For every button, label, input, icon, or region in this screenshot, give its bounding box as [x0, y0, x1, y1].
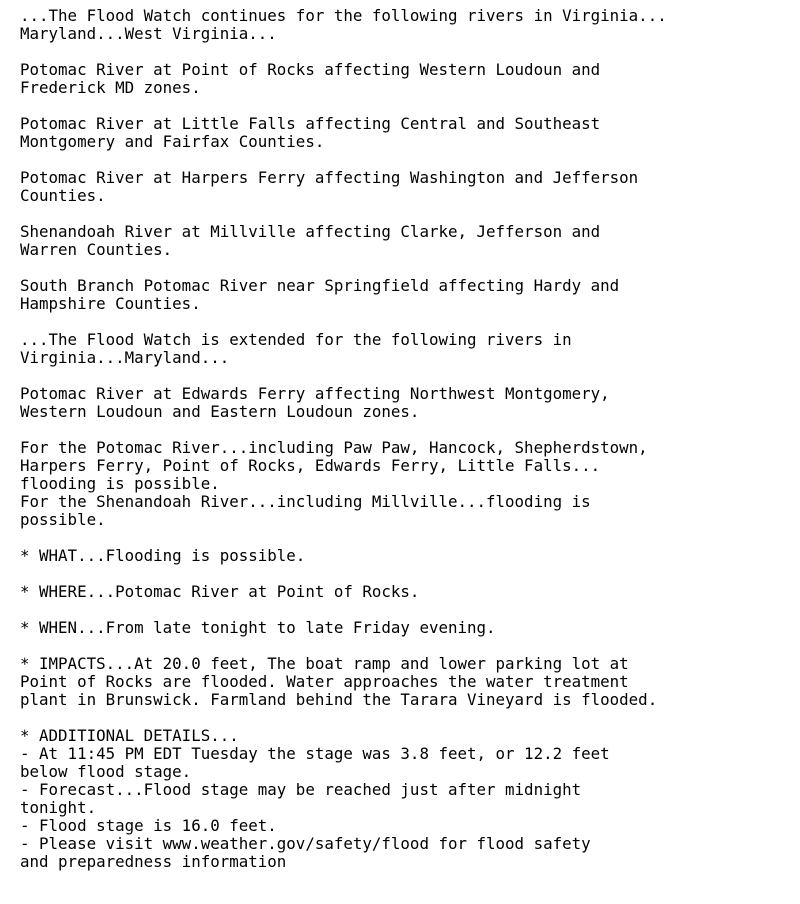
bulletin-line — [20, 709, 800, 727]
bulletin-line — [20, 421, 800, 439]
bulletin-line: South Branch Potomac River near Springfield affecting Hardy and — [20, 276, 620, 295]
bulletin-line: * WHEN...From late tonight to late Friday evening. — [20, 618, 496, 637]
bulletin-line: - Forecast...Flood stage may be reached just after midnight — [20, 780, 582, 799]
bulletin-line — [20, 259, 800, 277]
bulletin-line: Maryland...West Virginia... — [20, 24, 277, 43]
bulletin-line: Virginia...Maryland... — [20, 348, 230, 367]
bulletin-line: Hampshire Counties. — [20, 294, 201, 313]
bulletin-line — [20, 97, 800, 115]
bulletin-line: - At 11:45 PM EDT Tuesday the stage was 3.8 feet, or 12.2 feet — [20, 744, 610, 763]
bulletin-line: Montgomery and Fairfax Counties. — [20, 132, 325, 151]
bulletin-line — [20, 205, 800, 223]
bulletin-line: * WHERE...Potomac River at Point of Rocks. — [20, 582, 420, 601]
bulletin-line: ...The Flood Watch is extended for the following rivers in — [20, 330, 572, 349]
bulletin-line — [20, 151, 800, 169]
bulletin-line — [20, 529, 800, 547]
bulletin-line — [20, 565, 800, 583]
bulletin-line: * ADDITIONAL DETAILS... — [20, 726, 239, 745]
bulletin-line: - Flood stage is 16.0 feet. — [20, 816, 277, 835]
bulletin-line: * WHAT...Flooding is possible. — [20, 546, 306, 565]
bulletin-line: possible. — [20, 510, 106, 529]
bulletin-line: flooding is possible. — [20, 474, 220, 493]
bulletin-line — [20, 601, 800, 619]
bulletin-line: Western Loudoun and Eastern Loudoun zones. — [20, 402, 420, 421]
bulletin-line — [20, 43, 800, 61]
bulletin-line: - Please visit www.weather.gov/safety/flood for flood safety — [20, 834, 591, 853]
bulletin-line: Potomac River at Harpers Ferry affecting Washington and Jefferson — [20, 168, 639, 187]
bulletin-line — [20, 313, 800, 331]
bulletin-line: plant in Brunswick. Farmland behind the Tarara Vineyard is flooded. — [20, 690, 658, 709]
bulletin-line: For the Potomac River...including Paw Paw, Hancock, Shepherdstown, — [20, 438, 648, 457]
bulletin-line — [20, 367, 800, 385]
bulletin-line: Potomac River at Edwards Ferry affecting Northwest Montgomery, — [20, 384, 610, 403]
bulletin-line — [20, 637, 800, 655]
bulletin-line: For the Shenandoah River...including Millville...flooding is — [20, 492, 591, 511]
bulletin-line: tonight. — [20, 798, 97, 817]
bulletin-line: below flood stage. — [20, 762, 192, 781]
bulletin-line: Warren Counties. — [20, 240, 173, 259]
bulletin-line: Potomac River at Little Falls affecting Central and Southeast — [20, 114, 601, 133]
bulletin-line: ...The Flood Watch continues for the following rivers in Virginia... — [20, 6, 667, 25]
bulletin-line: * IMPACTS...At 20.0 feet, The boat ramp and lower parking lot at — [20, 654, 629, 673]
bulletin-line: Shenandoah River at Millville affecting Clarke, Jefferson and — [20, 222, 601, 241]
bulletin-line: Point of Rocks are flooded. Water approaches the water treatment — [20, 672, 629, 691]
bulletin-line: Harpers Ferry, Point of Rocks, Edwards Ferry, Little Falls... — [20, 456, 601, 475]
bulletin-line: Frederick MD zones. — [20, 78, 201, 97]
bulletin-line: Counties. — [20, 186, 106, 205]
bulletin-line: and preparedness information — [20, 852, 287, 871]
bulletin-line: Potomac River at Point of Rocks affecting Western Loudoun and — [20, 60, 601, 79]
